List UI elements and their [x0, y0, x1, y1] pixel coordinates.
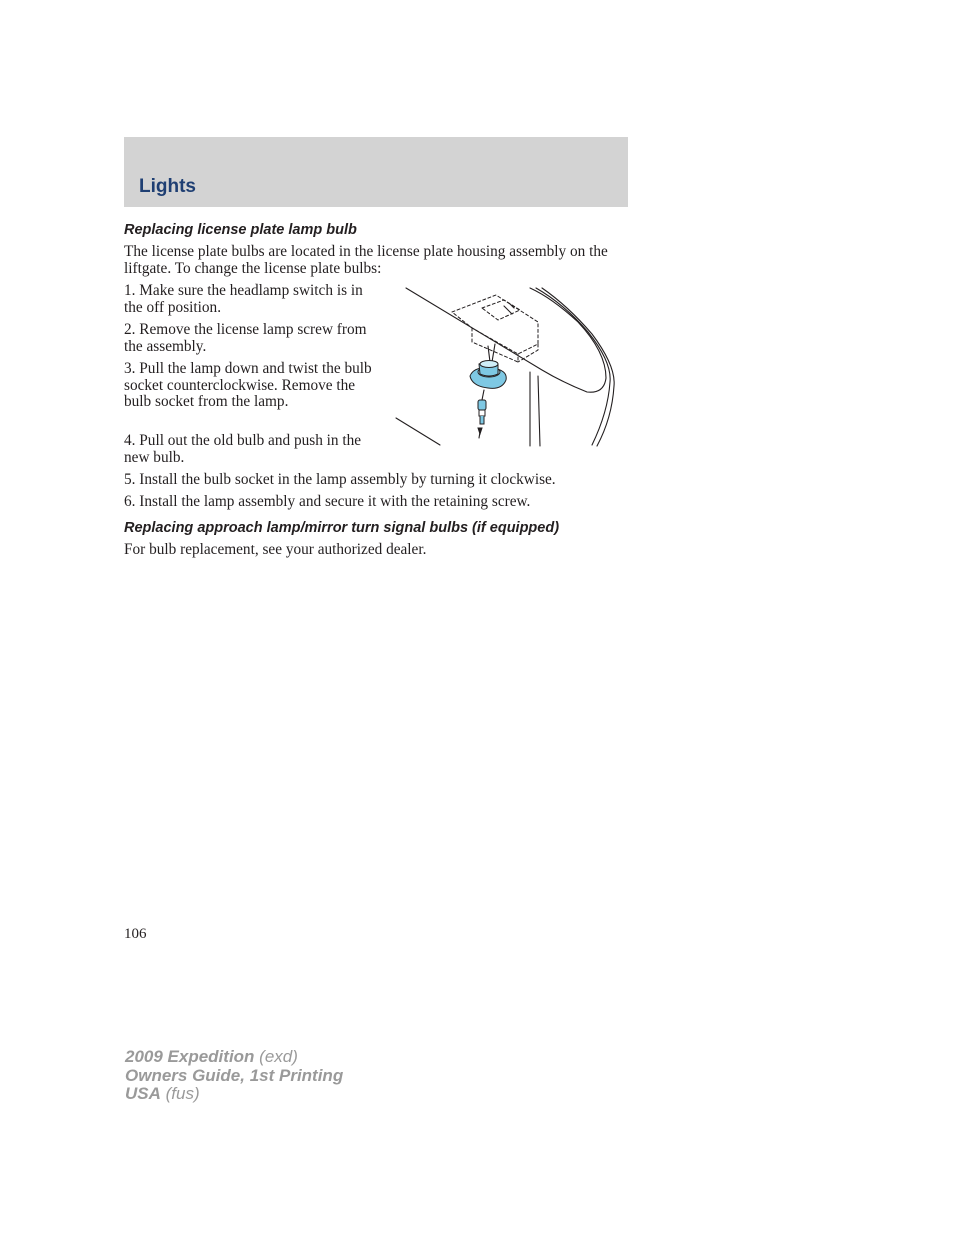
approach-lamp-body: For bulb replacement, see your authorized dealer. — [124, 541, 427, 558]
section-title: Lights — [139, 176, 196, 197]
document-footer — [125, 1048, 343, 1104]
footer-model: 2009 Expedition — [125, 1047, 255, 1066]
section-header-band — [124, 137, 628, 207]
page-number: 106 — [124, 926, 147, 942]
step-1: 1. Make sure the headlamp switch is in the off position. — [124, 282, 363, 316]
step-3: 3. Pull the lamp down and twist the bulb socket counterclockwise. Remove the bulb socket from the lamp. — [124, 360, 372, 410]
footer-line-1 — [125, 1048, 343, 1067]
approach-lamp-heading: Replacing approach lamp/mirror turn signal bulbs (if equipped) — [124, 520, 560, 536]
footer-market-code: (fus) — [160, 1084, 200, 1103]
license-plate-heading: Replacing license plate lamp bulb — [124, 222, 357, 238]
step-6: 6. Install the lamp assembly and secure it with the retaining screw. — [124, 493, 531, 510]
license-lamp-illustration — [392, 282, 618, 450]
step-5: 5. Install the bulb socket in the lamp assembly by turning it clockwise. — [124, 471, 556, 488]
footer-market: USA — [125, 1084, 161, 1103]
step-4: 4. Pull out the old bulb and push in the new bulb. — [124, 432, 362, 466]
license-plate-intro: The license plate bulbs are located in the license plate housing assembly on the liftgate. To change the license plate bulbs: — [124, 243, 608, 277]
footer-line-2 — [125, 1067, 343, 1086]
footer-model-code: (exd) — [254, 1047, 298, 1066]
step-2: 2. Remove the license lamp screw from the assembly. — [124, 321, 367, 355]
footer-guide-edition: Owners Guide, 1st Printing — [125, 1065, 344, 1085]
footer-line-3 — [125, 1085, 343, 1104]
